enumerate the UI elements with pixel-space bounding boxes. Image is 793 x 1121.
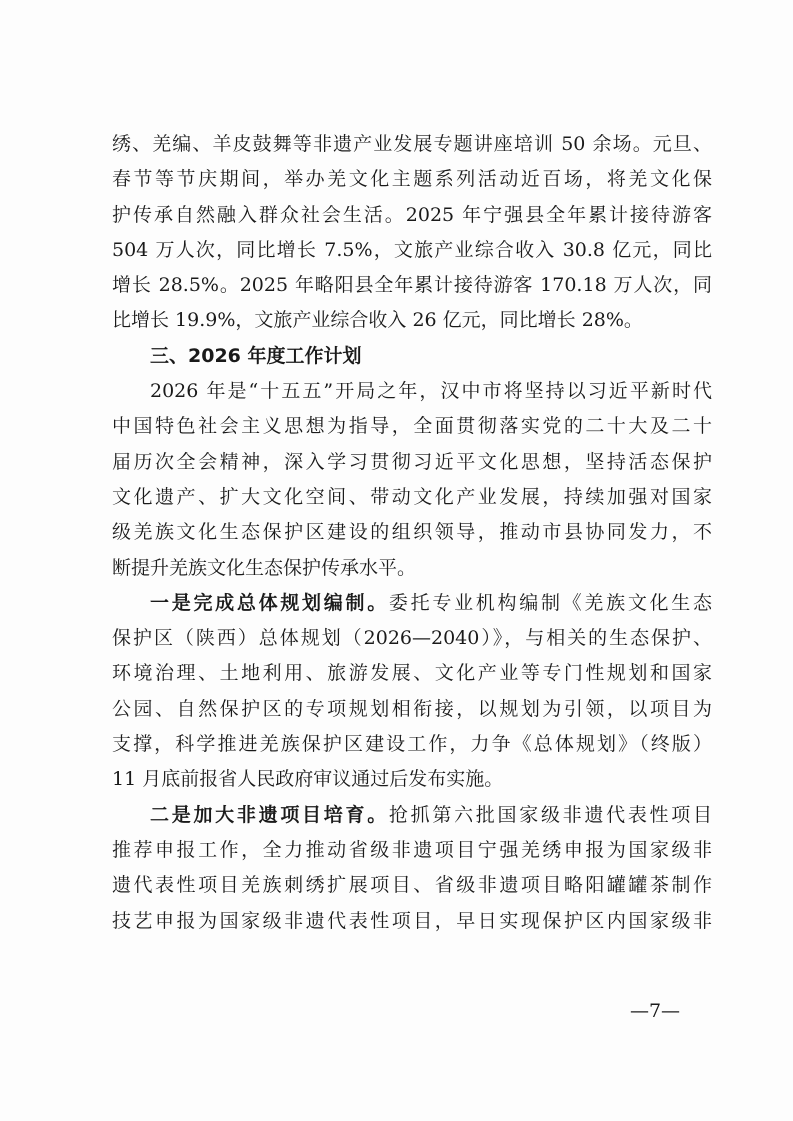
text-line: 公园、自然保护区的专项规划相衔接，以规划为引领，以项目为 bbox=[112, 697, 712, 720]
text-line: 春节等节庆期间，举办羌文化主题系列活动近百场，将羌文化保 bbox=[112, 168, 712, 191]
text-line: 届历次全会精神，深入学习贯彻习近平文化思想，坚持活态保护 bbox=[112, 450, 712, 473]
text-line: 级羌族文化生态保护区建设的组织领导，推动市县协同发力，不 bbox=[112, 521, 712, 544]
text-line: 2026 年是“十五五”开局之年，汉中市将坚持以习近平新时代 bbox=[150, 380, 712, 403]
text-line: 文化遗产、扩大文化空间、带动文化产业发展，持续加强对国家 bbox=[112, 485, 712, 508]
text-line: 绣、羌编、羊皮鼓舞等非遗产业发展专题讲座培训 50 余场。元旦、 bbox=[112, 133, 712, 155]
text-line: 增长 28.5%。2025 年略阳县全年累计接待游客 170.18 万人次，同 bbox=[112, 274, 712, 297]
text-line: 保护区（陕西）总体规划（2026—2040）》，与相关的生态保护、 bbox=[112, 627, 712, 650]
item1-first-rest: 委托专业机构编制《羌族文化生态 bbox=[388, 591, 712, 614]
body-text bbox=[112, 127, 712, 939]
text-line: 推荐申报工作，全力推动省级非遗项目宁强羌绣申报为国家级非 bbox=[112, 838, 712, 861]
text-line: 11 月底前报省人民政府审议通过后发布实施。 bbox=[112, 768, 504, 791]
text-line: 比增长 19.9%，文旅产业综合收入 26 亿元，同比增长 28%。 bbox=[112, 309, 643, 332]
item2-first-line bbox=[112, 798, 712, 833]
text-line: 护传承自然融入群众社会生活。2025 年宁强县全年累计接待游客 bbox=[112, 203, 712, 226]
item2-first-rest: 抢抓第六批国家级非遗代表性项目 bbox=[388, 803, 712, 826]
text-line: 504 万人次，同比增长 7.5%，文旅产业综合收入 30.8 亿元，同比 bbox=[112, 238, 712, 261]
text-line: 断提升羌族文化生态保护传承水平。 bbox=[112, 556, 417, 579]
text-line: 支撑，科学推进羌族保护区建设工作，力争《总体规划》（终版） bbox=[112, 733, 712, 756]
text-line: 技艺申报为国家级非遗代表性项目，早日实现保护区内国家级非 bbox=[112, 909, 712, 932]
item2-lead: 二是加大非遗项目培育。 bbox=[150, 803, 389, 826]
item1-first-line bbox=[112, 586, 712, 621]
text-line: 遗代表性项目羌族刺绣扩展项目、省级非遗项目略阳罐罐茶制作 bbox=[112, 874, 712, 897]
item1-lead: 一是完成总体规划编制。 bbox=[150, 591, 389, 614]
text-line: 环境治理、土地利用、旅游发展、文化产业等专门性规划和国家 bbox=[112, 662, 712, 685]
section-heading: 三、2026 年度工作计划 bbox=[150, 344, 362, 367]
page-number: —7— bbox=[629, 1000, 681, 1022]
text-line: 中国特色社会主义思想为指导，全面贯彻落实党的二十大及二十 bbox=[112, 415, 712, 438]
